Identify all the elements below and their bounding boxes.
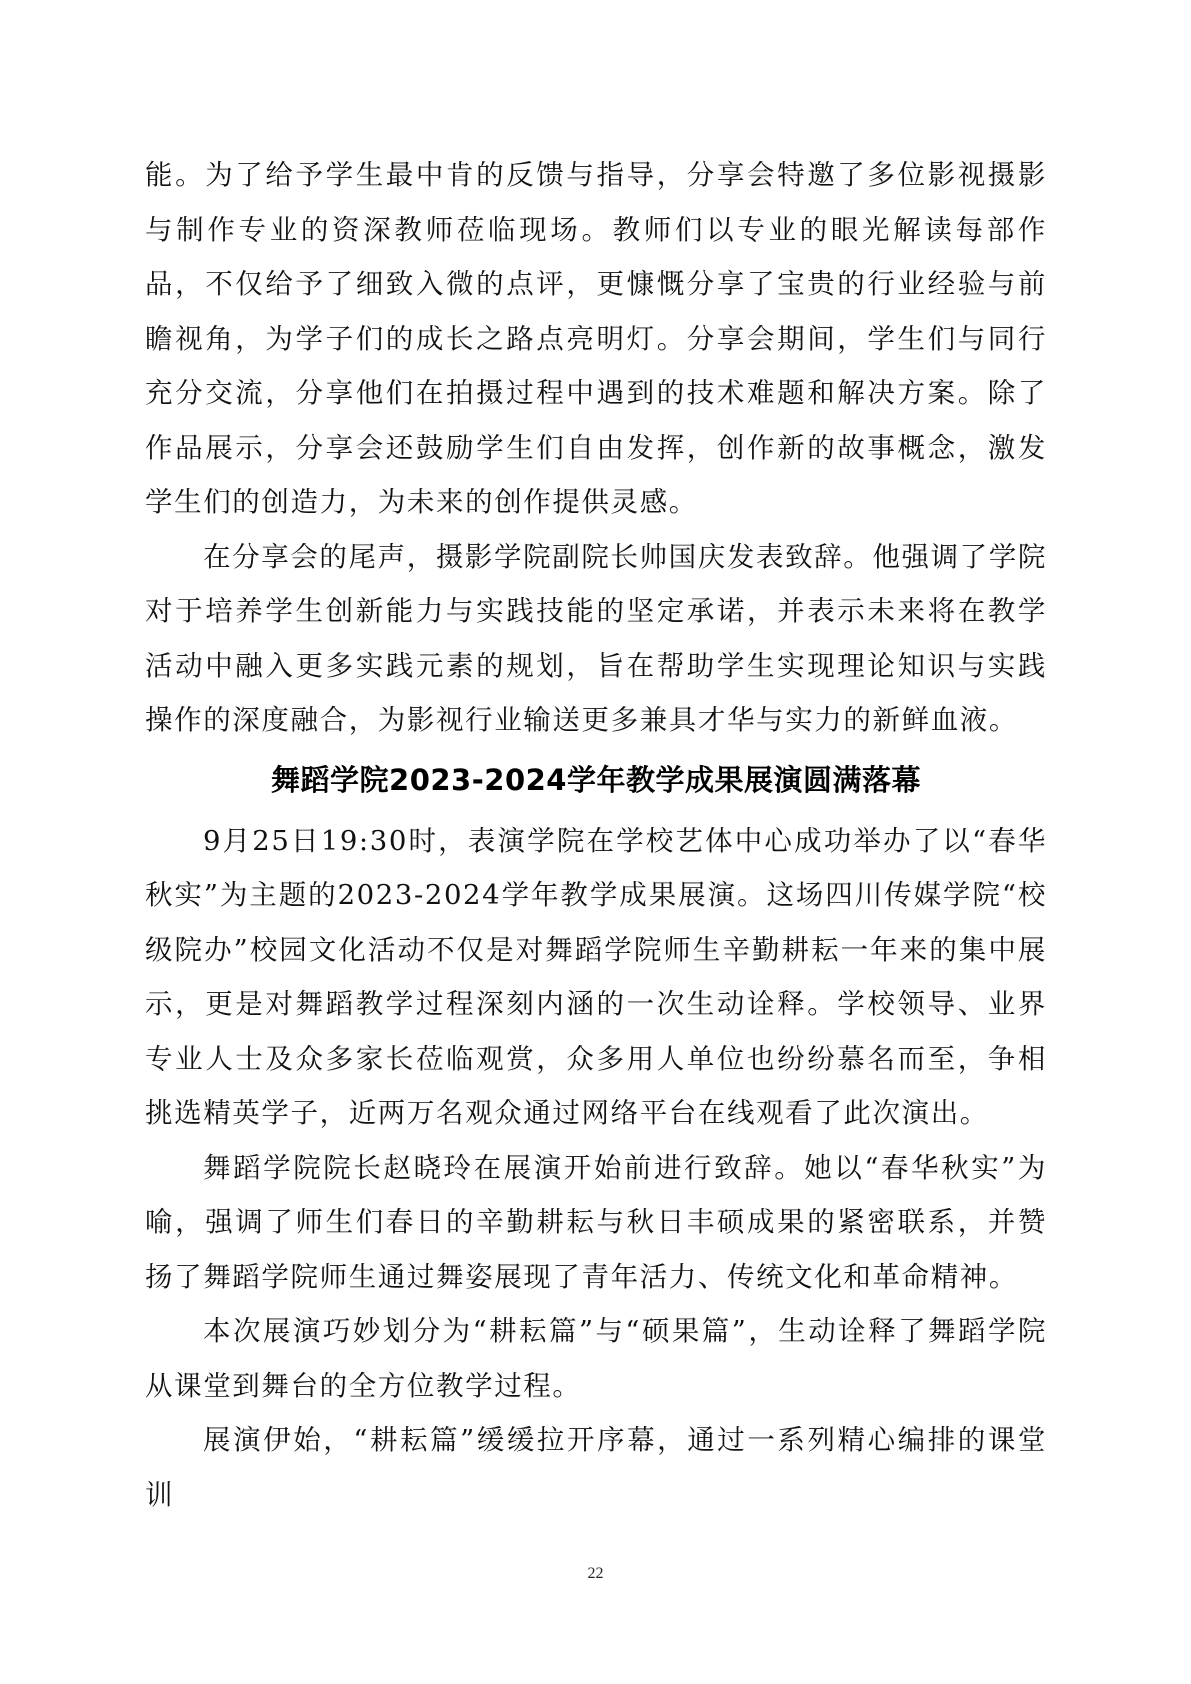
article2-paragraph-3: 本次展演巧妙划分为“耕耘篇”与“硕果篇”，生动诠释了舞蹈学院从课堂到舞台的全方位教学过程。	[145, 1315, 1047, 1402]
document-body	[145, 148, 1047, 1522]
article1-paragraph-2: 在分享会的尾声，摄影学院副院长帅国庆发表致辞。他强调了学院对于培养学生创新能力与实践技能的坚定承诺，并表示未来将在教学活动中融入更多实践元素的规划，旨在帮助学生实现理论知识与实践操作的深度融合，为影视行业输送更多兼具才华与实力的新鲜血液。	[145, 540, 1047, 736]
article2-paragraph-1: 9月25日19:30时，表演学院在学校艺体中心成功举办了以“春华秋实”为主题的2023-2024学年教学成果展演。这场四川传媒学院“校级院办”校园文化活动不仅是对舞蹈学院师生辛勤耕耘一年来的集中展示，更是对舞蹈教学过程深刻内涵的一次生动诠释。学校领导、业界专业人士及众多家长莅临观赏，众多用人单位也纷纷慕名而至，争相挑选精英学子，近两万名观众通过网络平台在线观看了此次演出。	[145, 824, 1047, 1129]
article2-title: 舞蹈学院2023-2024学年教学成果展演圆满落幕	[271, 762, 921, 797]
article2-paragraph-4: 展演伊始，“耕耘篇”缓缓拉开序幕，通过一系列精心编排的课堂训	[145, 1424, 1047, 1511]
article2-paragraph-2: 舞蹈学院院长赵晓玲在展演开始前进行致辞。她以“春华秋实”为喻，强调了师生们春日的辛勤耕耘与秋日丰硕成果的紧密联系，并赞扬了舞蹈学院师生通过舞姿展现了青年活力、传统文化和革命精神。	[145, 1151, 1047, 1293]
page-number: 22	[587, 1565, 604, 1582]
article1-paragraph-1: 能。为了给予学生最中肯的反馈与指导，分享会特邀了多位影视摄影与制作专业的资深教师莅临现场。教师们以专业的眼光解读每部作品，不仅给予了细致入微的点评，更慷慨分享了宝贵的行业经验与前瞻视角，为学子们的成长之路点亮明灯。分享会期间，学生们与同行充分交流，分享他们在拍摄过程中遇到的技术难题和解决方案。除了作品展示，分享会还鼓励学生们自由发挥，创作新的故事概念，激发学生们的创造力，为未来的创作提供灵感。	[145, 159, 1047, 518]
